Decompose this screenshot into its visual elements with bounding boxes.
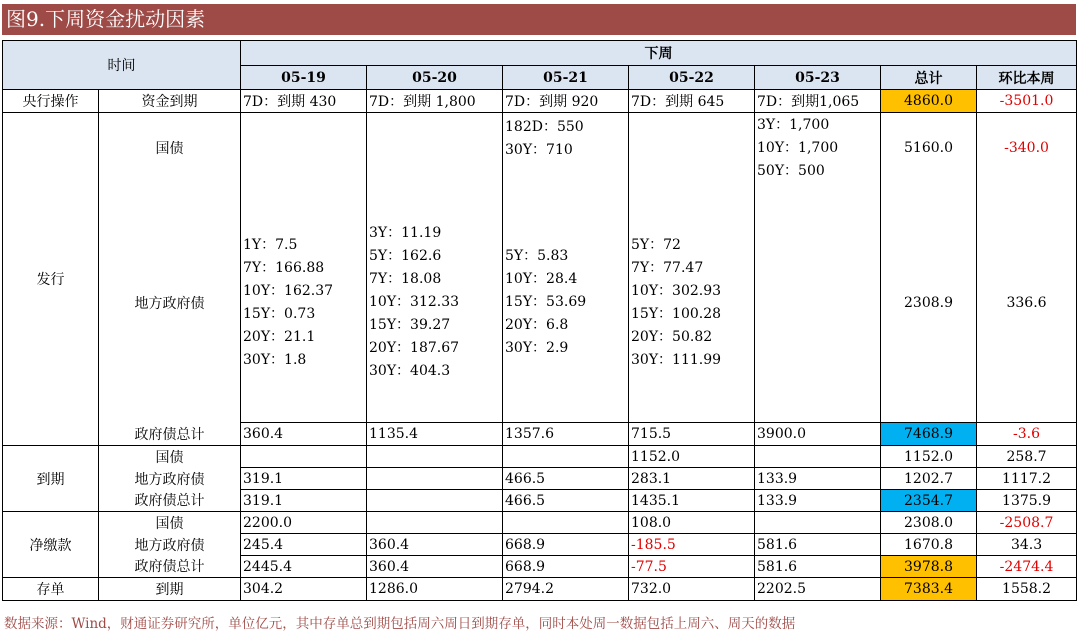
cell-line: 5Y：162.6 (369, 248, 442, 265)
data-cell: 360.4 (367, 534, 503, 556)
multiline-cell (503, 184, 629, 423)
table-row (3, 184, 1077, 423)
total-header: 总计 (881, 66, 977, 90)
total-cell: 7468.9 (881, 423, 977, 446)
total-cell: 5160.0 (881, 113, 977, 184)
data-cell: 581.6 (755, 556, 881, 578)
data-cell (367, 490, 503, 512)
date-header: 05-19 (241, 66, 367, 90)
wow-cell: 1117.2 (977, 468, 1077, 490)
cell-line: 5Y：72 (631, 236, 681, 253)
cell-line: 30Y：1.8 (243, 351, 307, 368)
data-cell: 133.9 (755, 490, 881, 512)
table-row (3, 468, 1077, 490)
cell-line: 3Y：11.19 (369, 225, 442, 242)
item-label: 国债 (99, 113, 241, 184)
data-cell: 668.9 (503, 556, 629, 578)
date-header: 05-21 (503, 66, 629, 90)
group-label: 到期 (3, 446, 99, 512)
data-cell: 3900.0 (755, 423, 881, 446)
group-label: 净缴款 (3, 512, 99, 578)
cell-line: 10Y：1,700 (757, 139, 839, 156)
total-cell: 2308.0 (881, 512, 977, 534)
cell-line: 30Y：2.9 (505, 340, 569, 357)
data-cell (241, 446, 367, 468)
cell-line: 50Y：500 (757, 162, 825, 179)
cell-line: 5Y：5.83 (505, 248, 569, 265)
wow-cell: 336.6 (977, 184, 1077, 423)
data-cell: 360.4 (241, 423, 367, 446)
data-cell (367, 446, 503, 468)
wow-cell: -2474.4 (977, 556, 1077, 578)
data-cell (755, 446, 881, 468)
cell-line: 1Y：7.5 (243, 236, 298, 253)
data-cell: 732.0 (629, 578, 755, 601)
total-cell: 2354.7 (881, 490, 977, 512)
item-label: 政府债总计 (99, 423, 241, 446)
cell-line: 10Y：162.37 (243, 282, 334, 299)
data-cell (503, 512, 629, 534)
data-cell: 581.6 (755, 534, 881, 556)
data-cell (367, 512, 503, 534)
cell-line: 10Y：302.93 (631, 282, 722, 299)
data-cell: 319.1 (241, 490, 367, 512)
data-cell: 7D：到期 430 (241, 90, 367, 113)
data-cell: 108.0 (629, 512, 755, 534)
cell-line: 7Y：18.08 (369, 271, 442, 288)
data-cell: 1152.0 (629, 446, 755, 468)
cell-line: 20Y：6.8 (505, 317, 569, 334)
multiline-cell (367, 113, 503, 184)
cell-line: 30Y：710 (505, 142, 573, 158)
total-cell: 1202.7 (881, 468, 977, 490)
table-row (3, 512, 1077, 534)
data-cell: 668.9 (503, 534, 629, 556)
cell-line: 15Y：100.28 (631, 305, 722, 322)
data-cell: 319.1 (241, 468, 367, 490)
multiline-cell (755, 184, 881, 423)
data-cell: 304.2 (241, 578, 367, 601)
cell-line: 3Y：1,700 (757, 116, 830, 133)
item-label: 政府债总计 (99, 490, 241, 512)
total-cell: 4860.0 (881, 90, 977, 113)
wow-cell: 1558.2 (977, 578, 1077, 601)
figure-title: 图9.下周资金扰动因素 (2, 4, 1076, 35)
data-cell: 1135.4 (367, 423, 503, 446)
data-cell: 715.5 (629, 423, 755, 446)
total-cell: 7383.4 (881, 578, 977, 601)
item-label: 国债 (99, 512, 241, 534)
cell-line: 10Y：312.33 (369, 294, 460, 311)
cell-line: 20Y：187.67 (369, 340, 460, 357)
item-label: 地方政府债 (99, 184, 241, 423)
table-row (3, 446, 1077, 468)
data-cell: 2445.4 (241, 556, 367, 578)
table-row (3, 490, 1077, 512)
group-label: 存单 (3, 578, 99, 601)
data-cell: 466.5 (503, 490, 629, 512)
data-cell: 466.5 (503, 468, 629, 490)
total-cell: 2308.9 (881, 184, 977, 423)
cell-line: 10Y：28.4 (505, 271, 578, 288)
total-cell: 3978.8 (881, 556, 977, 578)
header-row-1 (3, 41, 1077, 66)
item-label: 地方政府债 (99, 534, 241, 556)
data-cell: 7D：到期 1,800 (367, 90, 503, 113)
data-cell: 283.1 (629, 468, 755, 490)
data-cell: 2794.2 (503, 578, 629, 601)
item-label: 国债 (99, 446, 241, 468)
data-source-note: 数据来源：Wind，财通证券研究所，单位亿元，其中存单总到期包括周六周日到期存单，同时本处周一数据包括上周六、周天的数据 (4, 616, 796, 632)
table-row (3, 578, 1077, 601)
wow-cell: 1375.9 (977, 490, 1077, 512)
cell-line: 15Y：0.73 (243, 305, 316, 322)
data-cell (367, 468, 503, 490)
data-cell: -185.5 (629, 534, 755, 556)
data-cell: 7D：到期 920 (503, 90, 629, 113)
wow-cell: -340.0 (977, 113, 1077, 184)
multiline-cell (241, 184, 367, 423)
date-header: 05-20 (367, 66, 503, 90)
data-cell (755, 512, 881, 534)
cell-line: 20Y：50.82 (631, 328, 713, 345)
multiline-cell (755, 113, 881, 184)
table-row (3, 113, 1077, 184)
data-cell: 133.9 (755, 468, 881, 490)
total-cell: 1152.0 (881, 446, 977, 468)
data-cell: 2202.5 (755, 578, 881, 601)
item-label: 到期 (99, 578, 241, 601)
date-header: 05-23 (755, 66, 881, 90)
data-cell (503, 446, 629, 468)
item-label: 政府债总计 (99, 556, 241, 578)
table-row (3, 556, 1077, 578)
data-cell: -77.5 (629, 556, 755, 578)
cell-line: 30Y：111.99 (631, 351, 722, 368)
cell-line: 15Y：39.27 (369, 317, 451, 334)
table-row (3, 423, 1077, 446)
multiline-cell (367, 184, 503, 423)
multiline-cell (629, 184, 755, 423)
week-header: 下周 (241, 41, 1077, 66)
wow-header: 环比本周 (977, 66, 1077, 90)
item-label: 资金到期 (99, 90, 241, 113)
data-cell: 7D：到期1,065 (755, 90, 881, 113)
multiline-cell (629, 113, 755, 184)
group-label: 央行操作 (3, 90, 99, 113)
data-cell: 7D：到期 645 (629, 90, 755, 113)
cell-line: 7Y：166.88 (243, 259, 325, 276)
table-row (3, 90, 1077, 113)
date-header: 05-22 (629, 66, 755, 90)
data-cell: 1357.6 (503, 423, 629, 446)
cell-line: 7Y：77.47 (631, 259, 704, 276)
wow-cell: 258.7 (977, 446, 1077, 468)
total-cell: 1670.8 (881, 534, 977, 556)
cell-line: 15Y：53.69 (505, 294, 587, 311)
multiline-cell (503, 113, 629, 184)
wow-cell: -3.6 (977, 423, 1077, 446)
data-cell: 245.4 (241, 534, 367, 556)
data-cell: 360.4 (367, 556, 503, 578)
data-cell: 1286.0 (367, 578, 503, 601)
wow-cell: -2508.7 (977, 512, 1077, 534)
cell-line: 182D：550 (505, 119, 584, 135)
wow-cell: -3501.0 (977, 90, 1077, 113)
cell-line: 30Y：404.3 (369, 363, 451, 380)
data-cell: 1435.1 (629, 490, 755, 512)
multiline-cell (241, 113, 367, 184)
item-label: 地方政府债 (99, 468, 241, 490)
table-row (3, 534, 1077, 556)
fund-disturbance-table (2, 40, 1077, 601)
cell-line: 20Y：21.1 (243, 328, 316, 345)
group-label: 发行 (3, 113, 99, 446)
wow-cell: 34.3 (977, 534, 1077, 556)
time-header: 时间 (3, 41, 241, 90)
data-cell: 2200.0 (241, 512, 367, 534)
